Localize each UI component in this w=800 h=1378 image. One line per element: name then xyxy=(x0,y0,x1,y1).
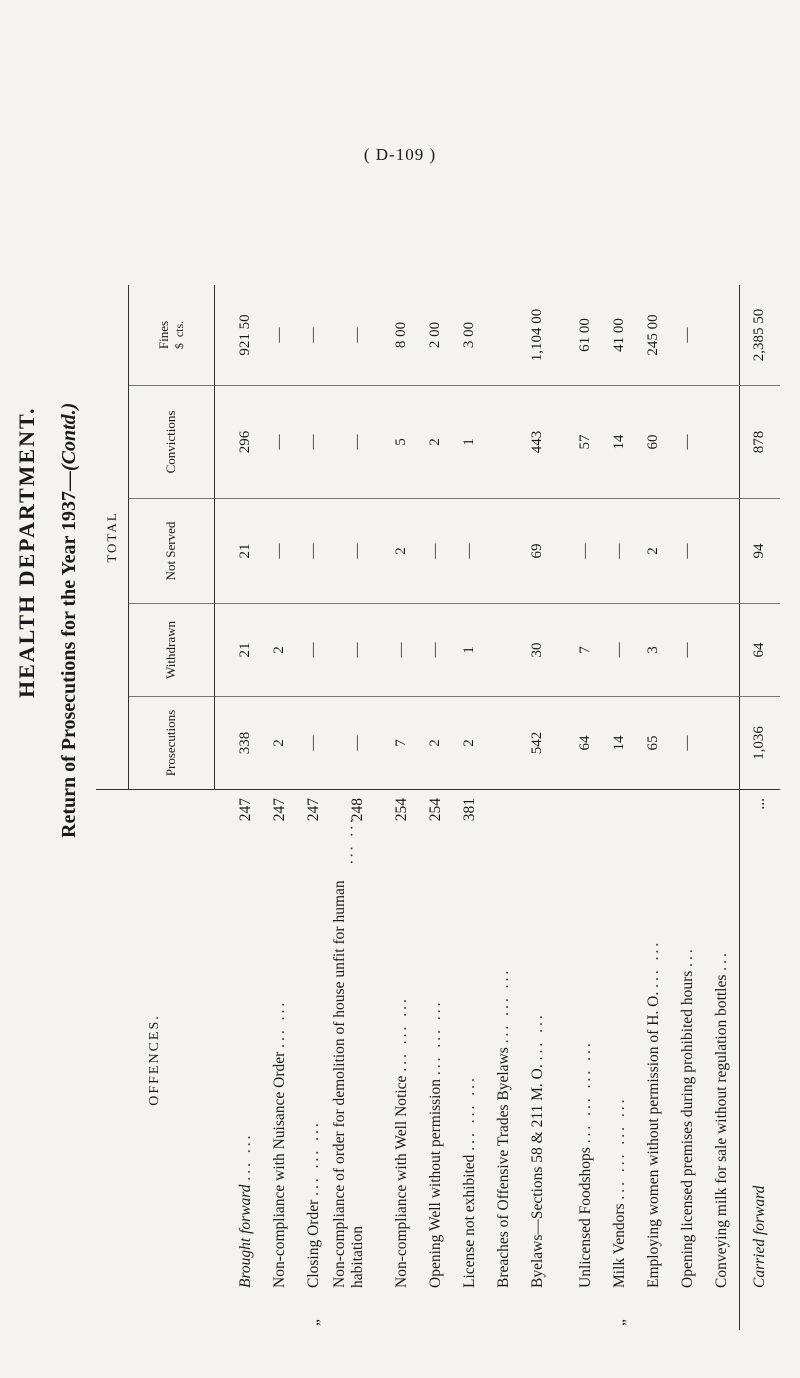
prosecutions-cell: 65 xyxy=(637,697,671,790)
fines-cell xyxy=(487,285,521,386)
convictions-cell: 60 xyxy=(637,386,671,499)
not-served-cell: — xyxy=(331,499,385,604)
section-ref: 254 xyxy=(426,798,444,822)
total-withdrawn: 64 xyxy=(739,604,780,697)
fines-cell: 921 50 xyxy=(237,314,253,356)
prosecutions-cell: 542 xyxy=(521,697,555,790)
total-prosecutions: 1,036 xyxy=(739,697,780,790)
fines-cell: 61 00 xyxy=(577,318,593,352)
table-row xyxy=(487,285,521,1330)
offence-cell xyxy=(637,790,671,1331)
header-total: TOTAL xyxy=(96,285,129,790)
rotated-page xyxy=(0,178,800,1378)
leader-dots: ... ... xyxy=(339,816,357,865)
fines-cell: — xyxy=(679,327,695,343)
total-convictions: 878 xyxy=(739,386,780,499)
table-row xyxy=(263,285,297,1330)
withdrawn-cell: 21 xyxy=(229,604,263,697)
offence-label: Opening Well without permission xyxy=(426,1079,444,1288)
convictions-cell: — xyxy=(263,386,297,499)
section-ref: 247 xyxy=(270,798,288,822)
leader-dots: ... ... ... xyxy=(426,999,444,1076)
fines-cell: 1,104 00 xyxy=(529,308,545,362)
fines-cell xyxy=(705,285,740,386)
table-row xyxy=(521,285,555,1330)
convictions-cell: 443 xyxy=(521,386,555,499)
table-row xyxy=(453,285,487,1330)
convictions-cell: 14 xyxy=(603,386,637,499)
prosecutions-cell: — xyxy=(297,697,331,790)
leader-dots: ... ... ... xyxy=(304,1120,322,1196)
offence-label: Conveying milk for sale without regulation bottles xyxy=(712,974,730,1288)
header-not-served: Not Served xyxy=(129,499,214,604)
offence-label: Unlicensed Foodshops xyxy=(576,1147,594,1288)
prosecutions-cell: 2 xyxy=(419,697,453,790)
not-served-cell: 69 xyxy=(521,499,555,604)
section-ref: 248 xyxy=(348,798,366,822)
prosecutions-cell xyxy=(705,697,740,790)
offence-cell xyxy=(487,790,521,1331)
leader-dots: ... ... ... xyxy=(460,1075,478,1151)
ditto-mark: „ xyxy=(610,1319,628,1326)
convictions-cell: 2 xyxy=(419,386,453,499)
prosecutions-cell xyxy=(487,697,521,790)
prosecutions-cell: — xyxy=(671,697,705,790)
withdrawn-cell: 30 xyxy=(521,604,555,697)
not-served-cell: 2 xyxy=(637,499,671,604)
convictions-cell: 5 xyxy=(385,386,419,499)
not-served-cell: 21 xyxy=(229,499,263,604)
withdrawn-cell: — xyxy=(603,604,637,697)
not-served-cell: — xyxy=(263,499,297,604)
carried-forward-row xyxy=(739,285,780,1330)
offence-label: Brought forward xyxy=(236,1184,254,1288)
header-convictions: Convictions xyxy=(129,386,214,499)
fines-cell: — xyxy=(305,327,321,343)
leader-dots: ... ... xyxy=(270,999,288,1048)
table-row xyxy=(331,285,385,1330)
header-fines-units xyxy=(172,285,187,385)
convictions-cell: — xyxy=(671,386,705,499)
table-row xyxy=(297,285,331,1330)
not-served-cell: — xyxy=(569,499,603,604)
offence-label: License not exhibited xyxy=(460,1154,478,1288)
total-fines: 2,385 50 xyxy=(739,285,780,386)
offence-cell xyxy=(331,790,385,1331)
return-title-contd: (Contd.) xyxy=(58,402,80,471)
convictions-cell xyxy=(487,386,521,499)
table-row xyxy=(705,285,740,1330)
convictions-cell: — xyxy=(331,386,385,499)
withdrawn-cell: — xyxy=(385,604,419,697)
header-prosecutions: Prosecutions xyxy=(129,697,214,790)
header-fines-label: Fines xyxy=(155,320,171,350)
convictions-cell: 1 xyxy=(453,386,487,499)
offence-cell xyxy=(521,790,555,1331)
prosecutions-cell: — xyxy=(331,697,385,790)
offence-cell xyxy=(671,790,705,1331)
offence-label: Non-compliance with Nuisance Order xyxy=(270,1051,288,1288)
convictions-cell: 57 xyxy=(569,386,603,499)
convictions-cell: — xyxy=(297,386,331,499)
table-row xyxy=(603,285,637,1330)
offence-label: Employing women without permission of H. O. xyxy=(644,991,662,1288)
offence-cell xyxy=(263,790,297,1331)
section-ref: 247 xyxy=(236,798,254,822)
fines-cents: cts. xyxy=(171,320,186,338)
prosecutions-cell: 64 xyxy=(569,697,603,790)
offence-label: Closing Order xyxy=(304,1199,322,1288)
prosecutions-cell: 2 xyxy=(453,697,487,790)
carried-forward-cell xyxy=(739,790,780,1331)
section-ref: 254 xyxy=(392,798,410,822)
leader-dots: ... ... ... xyxy=(392,996,410,1072)
not-served-cell xyxy=(705,499,740,604)
section-ref: 247 xyxy=(304,798,322,822)
carried-forward-label: Carried forward xyxy=(750,1185,768,1288)
not-served-cell xyxy=(487,499,521,604)
not-served-cell: — xyxy=(297,499,331,604)
return-title xyxy=(58,138,81,838)
fines-cell: 41 00 xyxy=(611,318,627,352)
leader-dots: ... ... ... ... xyxy=(576,1040,594,1144)
ditto-mark: „ xyxy=(304,1319,322,1326)
withdrawn-cell: 2 xyxy=(263,604,297,697)
offence-label: Milk Vendors xyxy=(610,1203,628,1288)
department-heading: HEALTH DEPARTMENT. xyxy=(14,406,39,698)
offence-label: Opening licensed premises during prohibited hours xyxy=(678,970,696,1288)
not-served-cell: — xyxy=(419,499,453,604)
carried-forward-dots: ... xyxy=(750,798,768,810)
leader-dots: ... xyxy=(712,950,730,971)
offence-cell xyxy=(603,790,637,1331)
leader-dots: ... ... ... xyxy=(494,967,512,1044)
table-row xyxy=(637,285,671,1330)
prosecutions-cell: 7 xyxy=(385,697,419,790)
not-served-cell: 2 xyxy=(385,499,419,604)
leader-dots: ... ... xyxy=(528,1012,546,1061)
table-row xyxy=(569,285,603,1330)
fines-cell: — xyxy=(349,327,365,343)
offence-cell xyxy=(705,790,740,1331)
fines-currency: $ xyxy=(171,343,186,350)
offence-cell xyxy=(419,790,453,1331)
offence-cell xyxy=(569,790,603,1331)
withdrawn-cell: 1 xyxy=(453,604,487,697)
prosecutions-cell: 338 xyxy=(229,697,263,790)
fines-cell: 3 00 xyxy=(461,321,477,349)
not-served-cell: — xyxy=(603,499,637,604)
section-ref: 381 xyxy=(460,798,478,822)
prosecutions-cell: 14 xyxy=(603,697,637,790)
fines-cell: — xyxy=(271,327,287,343)
fines-cell: 2 00 xyxy=(427,321,443,349)
offence-cell xyxy=(385,790,419,1331)
header-withdrawn: Withdrawn xyxy=(129,604,214,697)
convictions-cell xyxy=(705,386,740,499)
leader-dots: ... xyxy=(678,946,696,967)
return-title-text: Return of Prosecutions for the Year 1937— xyxy=(58,471,80,838)
not-served-cell: — xyxy=(453,499,487,604)
withdrawn-cell: 3 xyxy=(637,604,671,697)
leader-dots: ... ... xyxy=(644,939,662,988)
withdrawn-cell xyxy=(487,604,521,697)
withdrawn-cell: — xyxy=(331,604,385,697)
table-row xyxy=(419,285,453,1330)
offence-cell xyxy=(229,790,263,1331)
table-row xyxy=(385,285,419,1330)
prosecutions-table xyxy=(96,285,780,1330)
leader-dots: ... ... ... ... xyxy=(610,1096,628,1200)
withdrawn-cell: 7 xyxy=(569,604,603,697)
offence-cell xyxy=(297,790,331,1331)
prosecutions-cell: 2 xyxy=(263,697,297,790)
offence-label: Byelaws—Sections 58 & 211 M. O. xyxy=(528,1064,546,1288)
header-fines xyxy=(129,285,214,386)
table-row xyxy=(229,285,263,1330)
fines-cell: 8 00 xyxy=(393,321,409,349)
convictions-cell: 296 xyxy=(229,386,263,499)
offence-cell xyxy=(453,790,487,1331)
not-served-cell: — xyxy=(671,499,705,604)
fines-cell: 245 00 xyxy=(645,314,661,356)
withdrawn-cell: — xyxy=(297,604,331,697)
leader-dots: ... ... xyxy=(236,1132,254,1181)
header-offences: OFFENCES. xyxy=(96,790,214,1331)
offence-label: Non-compliance with Well Notice xyxy=(392,1075,410,1288)
page-number: ( D-109 ) xyxy=(363,145,437,164)
table-row xyxy=(671,285,705,1330)
withdrawn-cell: — xyxy=(671,604,705,697)
offence-label: Non-compliance of order for demolition of house unfit for human habitation xyxy=(330,880,366,1288)
total-not-served: 94 xyxy=(739,499,780,604)
withdrawn-cell xyxy=(705,604,740,697)
withdrawn-cell: — xyxy=(419,604,453,697)
offence-label: Breaches of Offensive Trades Byelaws xyxy=(494,1047,512,1288)
